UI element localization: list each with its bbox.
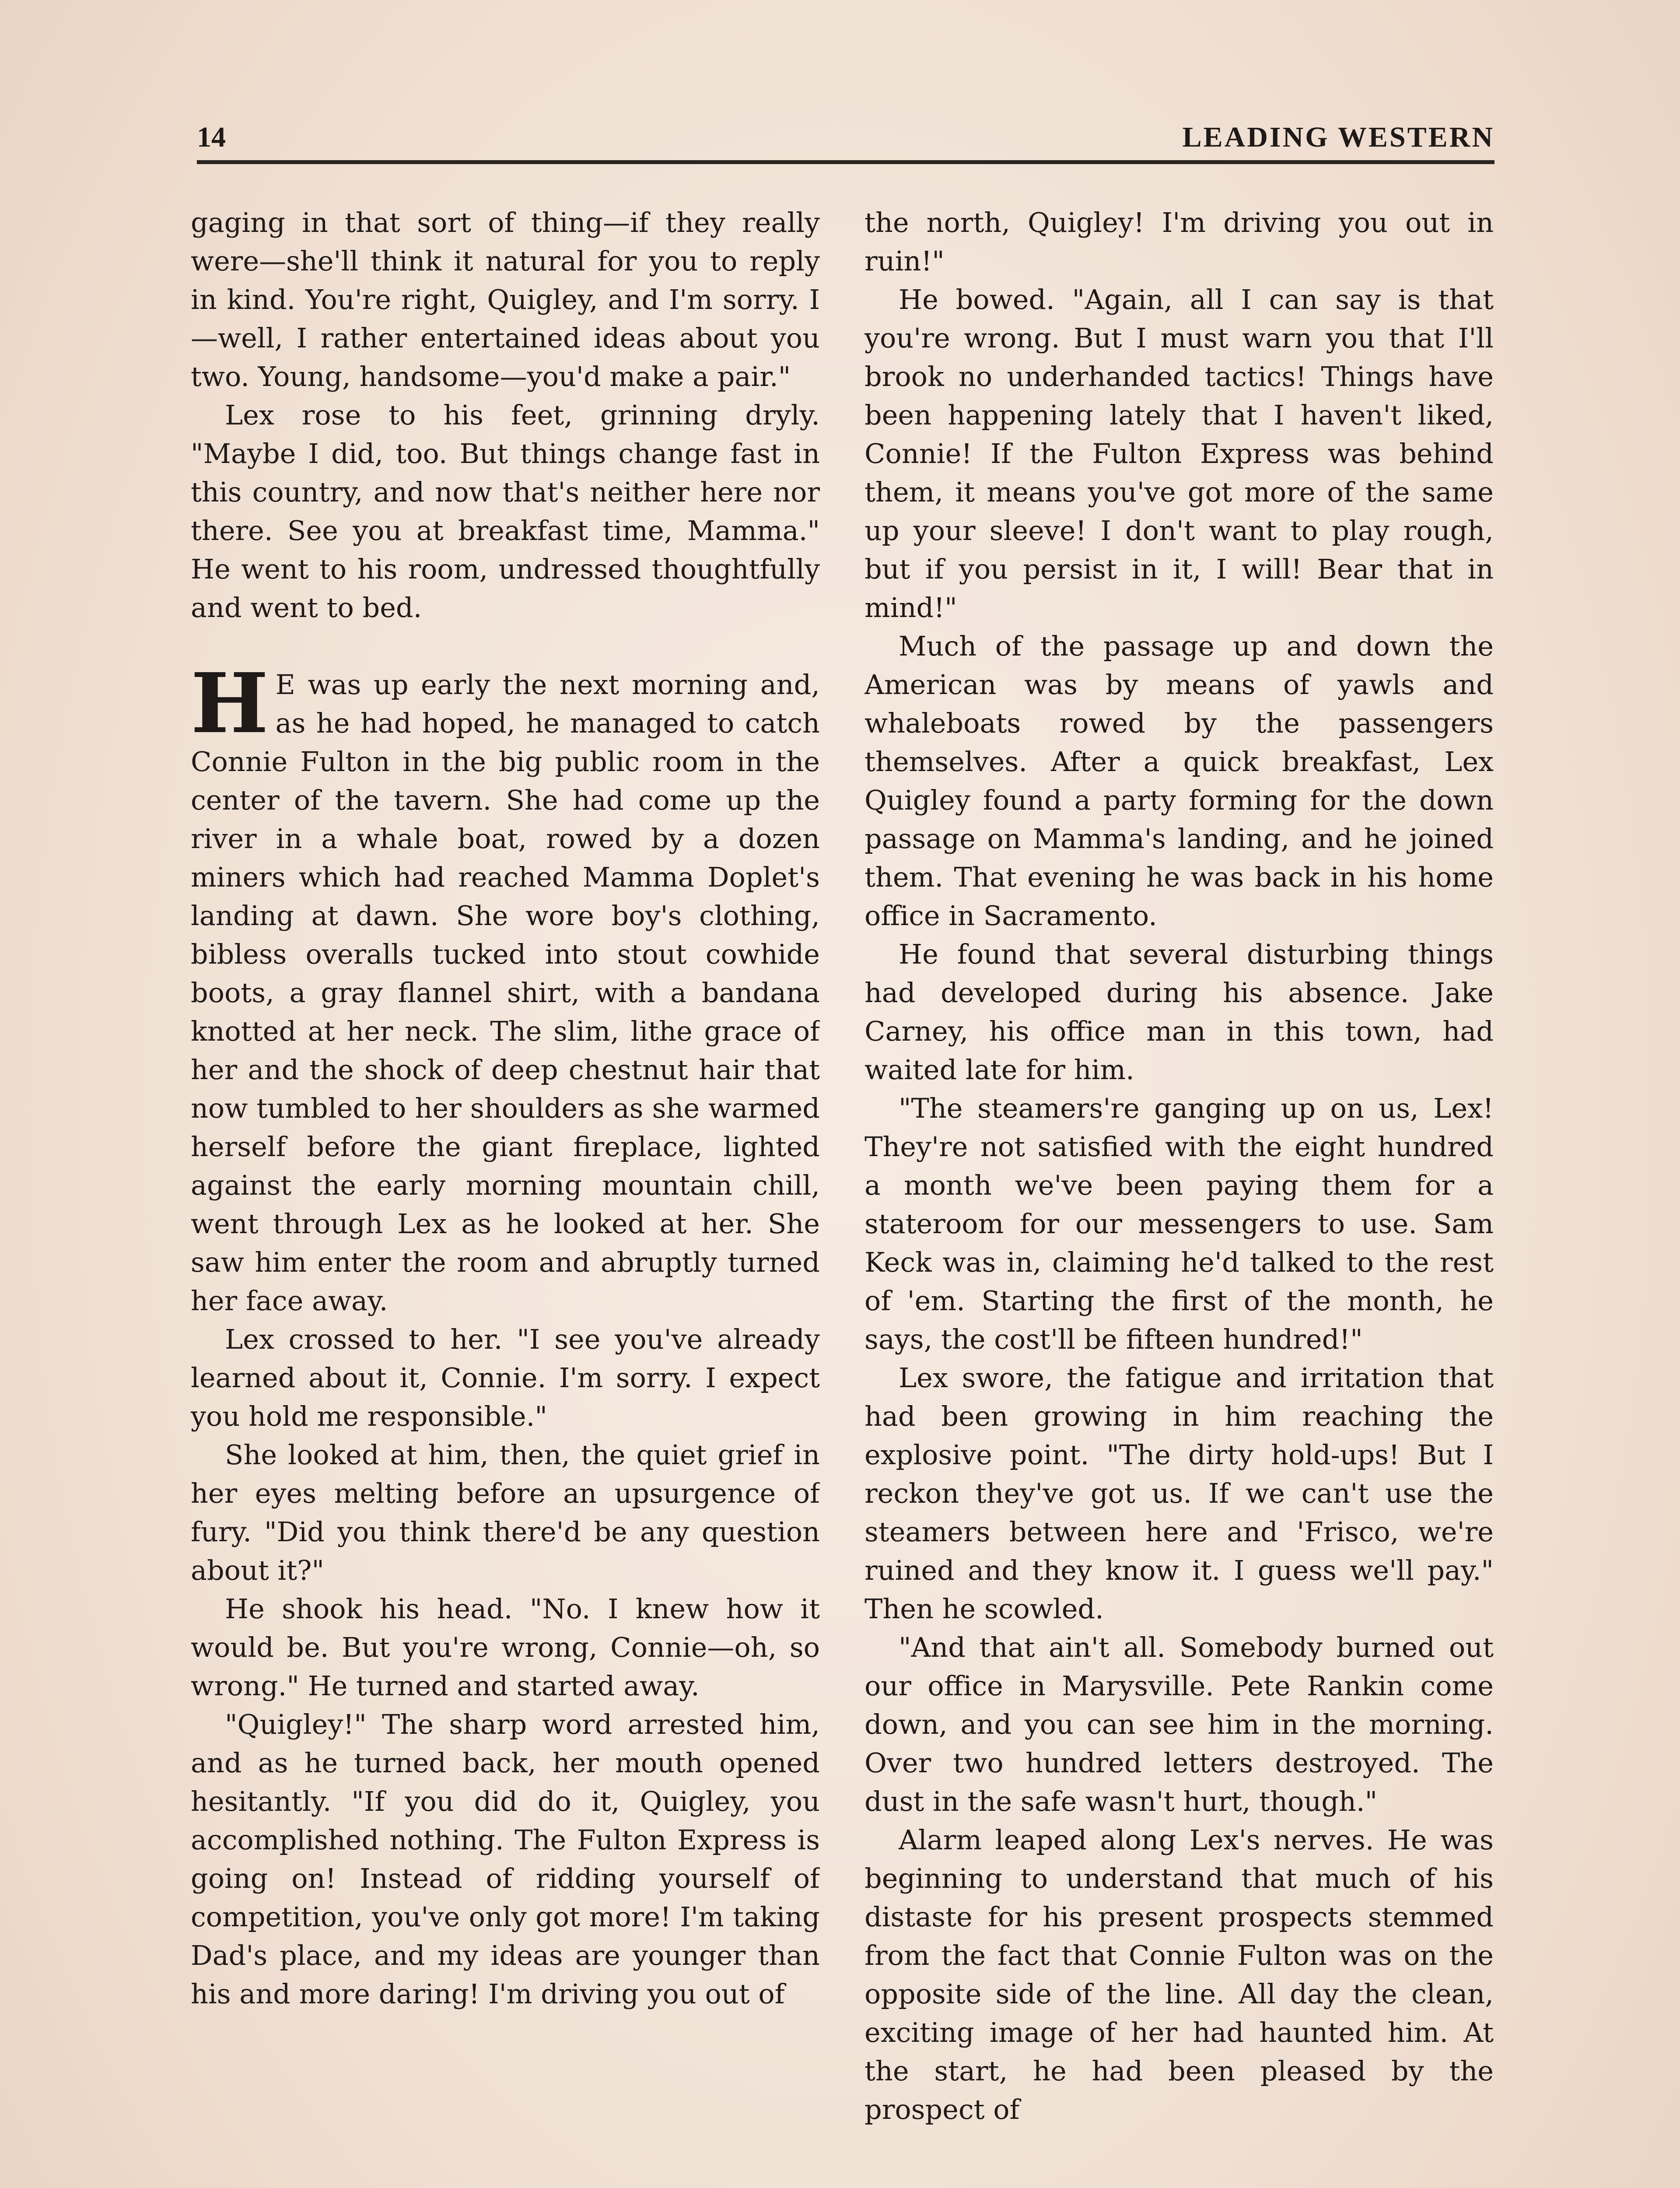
magazine-title: LEADING WESTERN xyxy=(1182,121,1494,153)
paragraph: She looked at him, then, the quiet grief in her eyes melting before an upsurgence of fury. "Did you think there'd be any question about it?" xyxy=(191,1439,820,1586)
paragraph: Lex swore, the fatigue and irritation that had been growing in him reaching the explosive point. "The dirty hold-ups! But I reckon they've got us. If we can't use the steamers between here and 'Frisco, we're ruined and they know it. I guess we'll pay." Then he scowled. xyxy=(864,1362,1494,1625)
paragraph: the north, Quigley! I'm driving you out in ruin!" xyxy=(864,207,1494,277)
section-start-paragraph xyxy=(191,655,820,1320)
paragraph: He found that several disturbing things had developed during his absence. Jake Carney, his office man in this town, had waited late for him. xyxy=(864,938,1494,1086)
paragraph: Alarm leaped along Lex's nerves. He was beginning to understand that much of his distaste for his present prospects stemmed from the fact that Connie Fulton was on the opposite side of the line. All day the clean, exciting image of her had haunted him. At the start, he had been pleased by the prospect of xyxy=(864,1824,1494,2125)
page-header xyxy=(197,121,1494,164)
paragraph: "And that ain't all. Somebody burned out our office in Marysville. Pete Rankin come down, and you can see him in the morning. Over two hundred letters destroyed. The dust in the safe wasn't hurt, though." xyxy=(864,1631,1494,1817)
paragraph: Much of the passage up and down the American was by means of yawls and whaleboats rowed by the passengers themselves. After a quick breakfast, Lex Quigley found a party forming for the down passage on Mamma's landing, and he joined them. That evening he was back in his home office in Sacramento. xyxy=(864,630,1494,932)
paragraph: "Quigley!" The sharp word arrested him, and as he turned back, her mouth opened hesitantly. "If you did do it, Quigley, you accomplished nothing. The Fulton Express is going on! Instead of ridding yourself of competition, you've only got more! I'm taking Dad's place, and my ideas are younger than his and more daring! I'm driving you out of xyxy=(191,1708,820,2010)
paragraph: "The steamers're ganging up on us, Lex! They're not satisfied with the eight hundred a month we've been paying them for a stateroom for our messengers to use. Sam Keck was in, claiming he'd talked to the rest of 'em. Starting the first of the month, he says, the cost'll be fifteen hundred!" xyxy=(864,1092,1494,1355)
right-column xyxy=(864,203,1494,2188)
paragraph: He bowed. "Again, all I can say is that you're wrong. But I must warn you that I'll brook no underhanded tactics! Things have been happening lately that I haven't liked, Connie! If the Fulton Express was behind them, it means you've got more of the same up your sleeve! I don't want to play rough, but if you persist in it, I will! Bear that in mind!" xyxy=(864,284,1494,624)
paragraph: Lex rose to his feet, grinning dryly. "Maybe I did, too. But things change fast in this country, and now that's neither here nor there. See you at breakfast time, Mamma." He went to his room, undressed thoughtfully and went to bed. xyxy=(191,399,820,624)
drop-cap: H xyxy=(191,655,269,752)
left-column xyxy=(191,203,820,2188)
paragraph: gaging in that sort of thing—if they really were—she'll think it natural for you to reply in kind. You're right, Quigley, and I'm sorry. I—well, I rather entertained ideas about you two. Young, handsome—you'd make a pair." xyxy=(191,207,820,393)
paragraph: He shook his head. "No. I knew how it would be. But you're wrong, Connie—oh, so wrong." He turned and started away. xyxy=(191,1593,820,1702)
paragraph: Lex crossed to her. "I see you've already learned about it, Connie. I'm sorry. I expect you hold me responsible." xyxy=(191,1323,820,1432)
paragraph-text: E was up early the next morning and, as he had hoped, he managed to catch Connie Fulton in the big public room in the center of the tavern. She had come up the river in a whale boat, rowed by a dozen miners which had reached Mamma Doplet's landing at dawn. She wore boy's clothing, bibless overalls tucked into stout cowhide boots, a gray flannel shirt, with a bandana knotted at her neck. The slim, lithe grace of her and the shock of deep chestnut hair that now tumbled to her shoulders as she warmed herself before the giant fireplace, lighted against the early morning mountain chill, went through Lex as he looked at her. She saw him enter the room and abruptly turned her face away. xyxy=(191,669,820,1317)
page-number: 14 xyxy=(197,121,226,153)
